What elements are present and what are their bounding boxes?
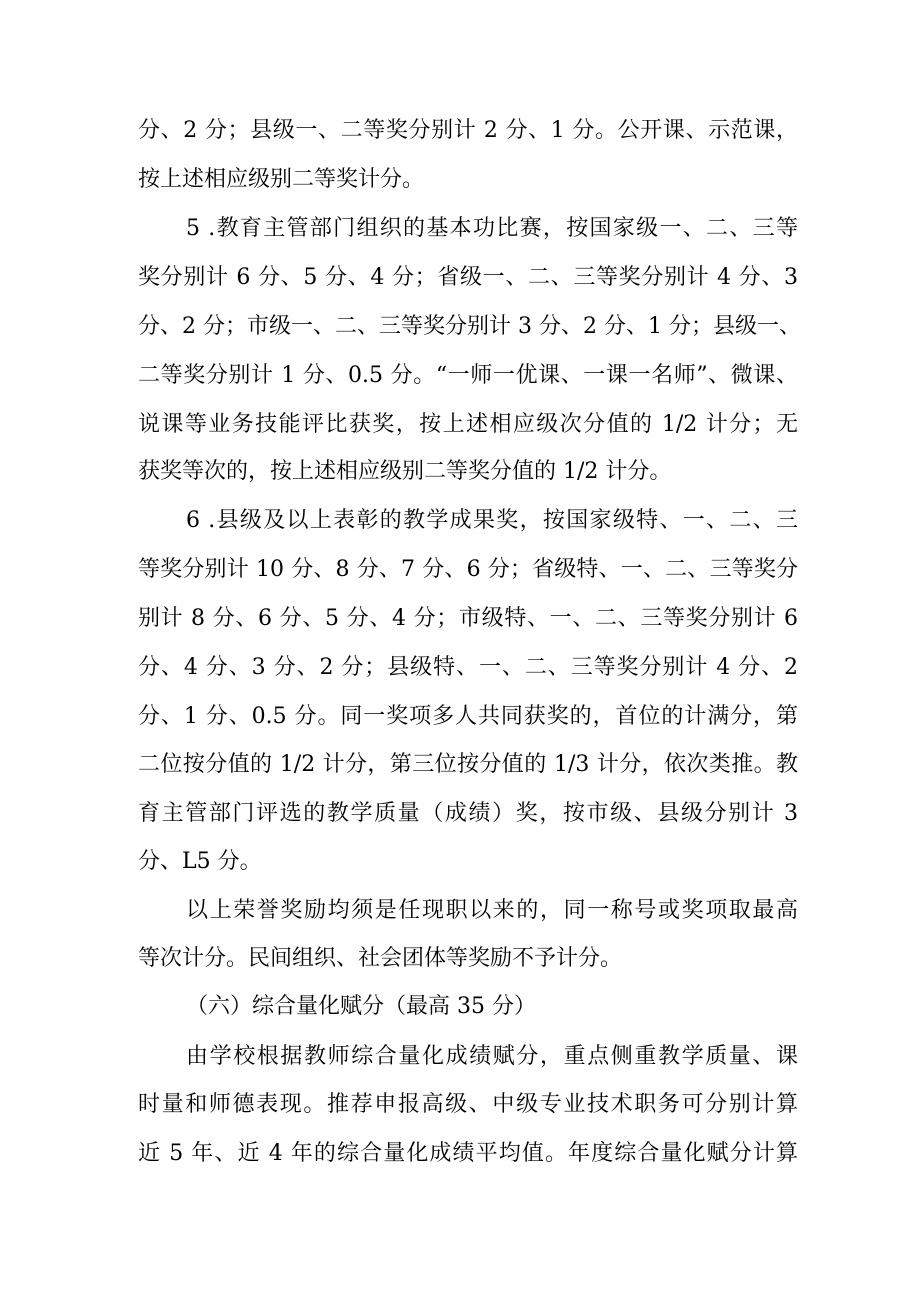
paragraph-quantified-start: 由学校根据教师综合量化成绩赋分，重点侧重教学质量、课 bbox=[186, 1044, 798, 1069]
text-line: 说课等业务技能评比获奖，按上述相应级次分值的 1/2 计分；无 bbox=[138, 412, 798, 437]
paragraph-5-start: 5 .教育主管部门组织的基本功比赛，按国家级一、二、三等 bbox=[186, 216, 798, 241]
text-line: 等奖分别计 10 分、8 分、7 分、6 分；省级特、一、二、三等奖分 bbox=[138, 557, 798, 582]
text-line: 分、2 分；市级一、二、三等奖分别计 3 分、2 分、1 分；县级一、 bbox=[138, 314, 801, 339]
text-line: 二位按分值的 1/2 计分，第三位按分值的 1/3 计分，依次类推。教 bbox=[138, 752, 798, 777]
text-line: 分、4 分、3 分、2 分；县级特、一、二、三等奖分别计 4 分、2 bbox=[138, 655, 798, 680]
text-line: 分、1 分、0.5 分。同一奖项多人共同获奖的，首位的计满分，第 bbox=[138, 704, 798, 729]
paragraph-honors-start: 以上荣誉奖励均须是任现职以来的，同一称号或奖项取最高 bbox=[186, 898, 798, 923]
text-line: 奖分别计 6 分、5 分、4 分；省级一、二、三等奖分别计 4 分、3 bbox=[138, 265, 798, 290]
text-line: 近 5 年、近 4 年的综合量化成绩平均值。年度综合量化赋分计算 bbox=[138, 1141, 798, 1166]
text-line: 分、L5 分。 bbox=[138, 849, 262, 874]
text-line: 获奖等次的，按上述相应级别二等奖分值的 1/2 计分。 bbox=[138, 459, 672, 484]
text-line: 育主管部门评选的教学质量（成绩）奖，按市级、县级分别计 3 bbox=[138, 801, 798, 826]
text-line: 按上述相应级别二等奖计分。 bbox=[138, 167, 425, 192]
text-line: 等次计分。民间组织、社会团体等奖励不予计分。 bbox=[138, 946, 623, 971]
text-line: 别计 8 分、6 分、5 分、4 分；市级特、一、二、三等奖分别计 6 bbox=[138, 606, 798, 631]
text-line: 时量和师德表现。推荐申报高级、中级专业技术职务可分别计算 bbox=[138, 1092, 798, 1117]
section-heading: （六）综合量化赋分（最高 35 分） bbox=[186, 994, 536, 1019]
text-line: 分、2 分；县级一、二等奖分别计 2 分、1 分。公开课、示范课， bbox=[138, 118, 798, 143]
paragraph-6-start: 6 .县级及以上表彰的教学成果奖，按国家级特、一、二、三 bbox=[186, 508, 798, 533]
text-line: 二等奖分别计 1 分、0.5 分。“一师一优课、一课一名师”、微课、 bbox=[138, 363, 798, 388]
